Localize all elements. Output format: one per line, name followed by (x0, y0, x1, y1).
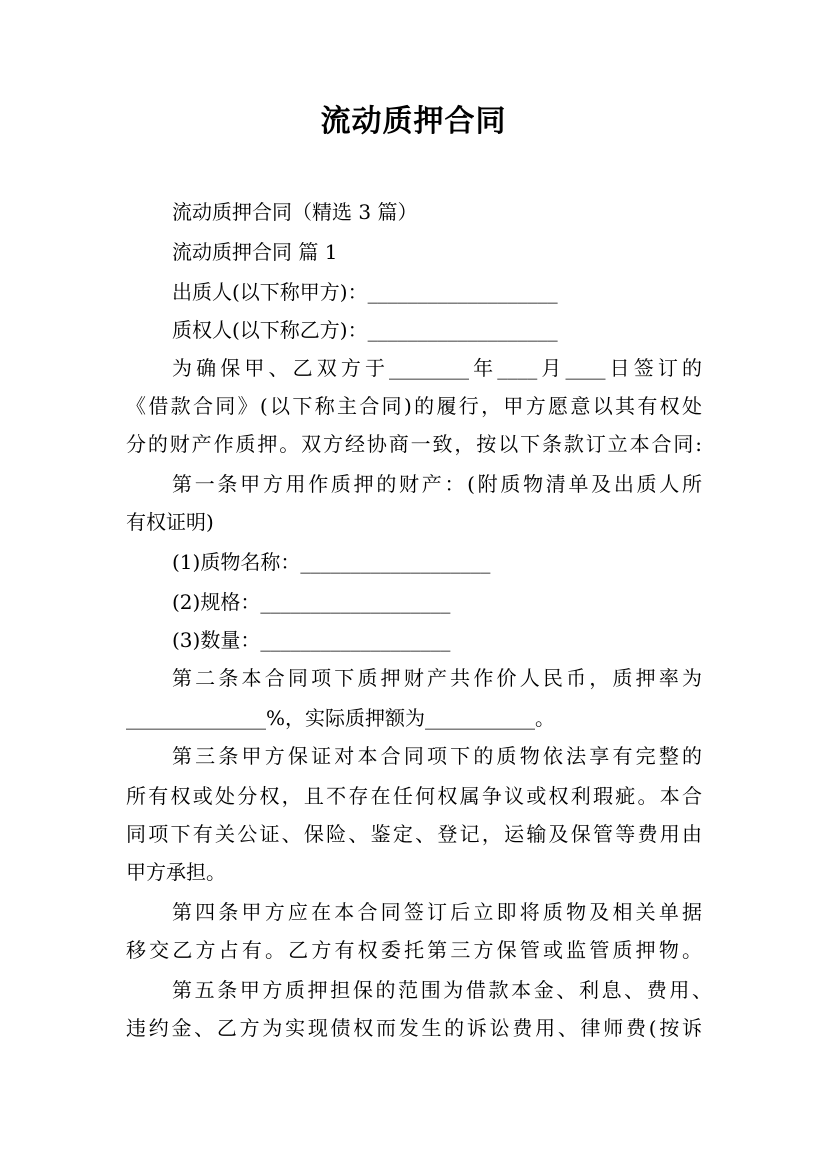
text-line: ______________%，实际质押额为___________。 (126, 706, 556, 730)
text-line: 第一条甲方用作质押的财产：(附质物清单及出质人所 (172, 472, 702, 496)
text-line: (1)质物名称：___________________ (172, 550, 491, 574)
text-line: 为确保甲、乙双方于________年____月____日签订的 (172, 356, 702, 380)
text-line: 流动质押合同（精选 3 篇） (172, 200, 418, 224)
document-title: 流动质押合同 (320, 104, 507, 139)
text-line: 第三条甲方保证对本合同项下的质物依法享有完整的 (172, 744, 702, 768)
text-line: 分的财产作质押。双方经协商一致，按以下条款订立本合同: (126, 432, 702, 456)
text-line: 所有权或处分权，且不存在任何权属争议或权利瑕疵。本合 (126, 784, 702, 808)
text-line: 《借款合同》(以下称主合同)的履行，甲方愿意以其有权处 (126, 394, 702, 418)
text-line: 第五条甲方质押担保的范围为借款本金、利息、费用、 (172, 978, 712, 1002)
text-line: (2)规格：___________________ (172, 590, 451, 614)
text-line: 出质人(以下称甲方)：___________________ (172, 280, 558, 304)
text-line: (3)数量：___________________ (172, 628, 451, 652)
text-line: 移交乙方占有。乙方有权委托第三方保管或监管质押物。 (126, 938, 702, 962)
text-line: 甲方承担。 (126, 860, 226, 884)
text-line: 违约金、乙方为实现债权而发生的诉讼费用、律师费(按诉 (126, 1016, 702, 1040)
text-line: 质权人(以下称乙方)：___________________ (172, 318, 558, 342)
text-line: 第二条本合同项下质押财产共作价人民币，质押率为 (172, 666, 702, 690)
text-line: 流动质押合同 篇 1 (172, 240, 338, 264)
text-line: 有权证明) (126, 510, 214, 534)
text-line: 同项下有关公证、保险、鉴定、登记，运输及保管等费用由 (126, 822, 702, 846)
text-line: 第四条甲方应在本合同签订后立即将质物及相关单据 (172, 900, 702, 924)
